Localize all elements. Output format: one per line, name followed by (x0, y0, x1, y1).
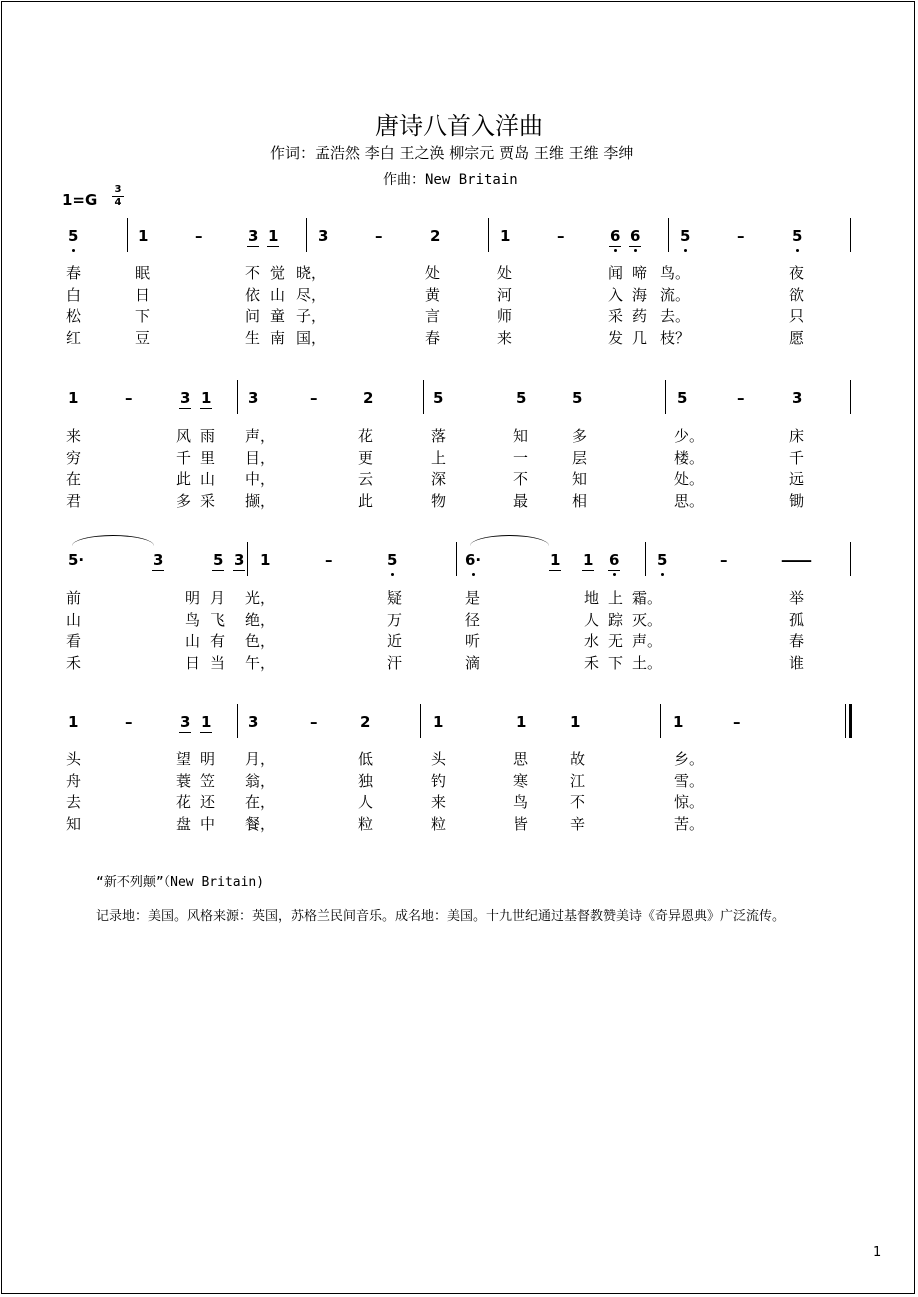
lyric-syllable: 飞 (210, 610, 226, 629)
note: 3 (318, 227, 329, 245)
dash-sustain: – (375, 227, 383, 245)
lyric-syllable: 此 (176, 470, 192, 488)
lyric-syllable: 南 (270, 328, 286, 347)
lyric-syllable: 穷 (66, 448, 82, 467)
lyric-syllable: 流。 (660, 285, 691, 304)
lyric-syllable: 乡。 (674, 750, 705, 768)
lyric-syllable: 落 (431, 427, 447, 445)
lyric-syllable: 只 (789, 307, 805, 325)
lyric-syllable: 处 (425, 264, 441, 282)
low-octave-dot (613, 573, 616, 576)
lyric-syllable: 层 (572, 448, 588, 467)
note: 3 (248, 713, 259, 731)
lyric-syllable: 黄 (425, 285, 441, 304)
lyric-syllable: 来 (431, 793, 447, 811)
lyric-syllable: 色， (245, 632, 276, 650)
lyric-syllable: 处 (497, 264, 513, 282)
lyric-syllable: 采 (608, 307, 624, 325)
lyric-syllable: 下 (135, 307, 151, 325)
note: 1 (138, 227, 149, 245)
eighth-underline (152, 570, 164, 571)
lyric-syllable: 人 (358, 793, 374, 811)
lyric-syllable: 一 (513, 448, 529, 467)
note: 3 (153, 551, 164, 569)
lyric-syllable: 海 (632, 285, 648, 304)
note: 3 (248, 389, 259, 407)
barline (423, 380, 424, 414)
lyric-syllable: 惊。 (674, 793, 705, 811)
lyric-syllable: 师 (497, 307, 513, 325)
lyric-syllable: 不 (245, 264, 261, 282)
low-octave-dot (72, 249, 75, 252)
eighth-underline (267, 246, 279, 247)
note: 1 (68, 713, 79, 731)
barline (420, 704, 421, 738)
meter-bottom: 4 (114, 197, 122, 208)
lyric-syllable: 白 (66, 285, 82, 304)
lyric-syllable: 豆 (135, 328, 151, 347)
lyric-syllable: 舟 (66, 771, 82, 790)
lyric-syllable: 松 (66, 307, 82, 325)
lyric-syllable: 辛 (570, 814, 586, 833)
note: 1 (201, 389, 212, 407)
note: 5 (572, 389, 583, 407)
note: 5· (68, 551, 85, 569)
lyric-syllable: 水 (584, 632, 600, 650)
eighth-underline (609, 246, 621, 247)
eighth-underline (582, 570, 594, 571)
song-source: “新不列颠”（New Britain) (96, 875, 265, 890)
lyric-syllable: 土。 (632, 653, 663, 672)
lyric-syllable: 雪。 (674, 771, 705, 790)
lyric-syllable: 还 (200, 793, 216, 811)
dash-sustain: – (325, 551, 333, 569)
lyric-syllable: 在 (66, 470, 82, 488)
lyric-syllable: 光， (245, 589, 276, 607)
eighth-underline (629, 246, 641, 247)
lyric-syllable: 看 (66, 632, 82, 650)
lyric-syllable: 中 (200, 814, 216, 833)
lyric-syllable: 禾 (584, 653, 600, 672)
note: 5 (792, 227, 802, 245)
barline (237, 380, 238, 414)
barline (306, 218, 307, 252)
lyric-syllable: 径 (465, 610, 481, 629)
eighth-underline (212, 570, 224, 571)
note: 5 (433, 389, 444, 407)
lyric-syllable: 夜 (789, 264, 805, 282)
note: 1 (673, 713, 684, 731)
note: 1 (260, 551, 271, 569)
dash-sustain: – (557, 227, 565, 245)
lyric-syllable: 人 (584, 610, 600, 629)
lyric-syllable: 苦。 (674, 814, 705, 833)
lyric-syllable: 粒 (358, 814, 374, 833)
lyric-syllable: 眠 (135, 264, 151, 282)
lyric-syllable: 鸟 (185, 610, 201, 629)
barline (668, 218, 669, 252)
lyric-syllable: 听 (465, 632, 481, 650)
lyric-syllable: 上 (608, 589, 624, 607)
final-barline-thin (845, 704, 846, 738)
key-signature: 1=G (62, 191, 98, 209)
lyric-syllable: 蓑 (176, 771, 192, 790)
eighth-underline (179, 408, 191, 409)
lyric-syllable: 云 (358, 470, 374, 488)
lyric-syllable: 前 (66, 589, 82, 607)
lyric-syllable: 河 (497, 285, 513, 304)
song-title: 唐诗八首入洋曲 (375, 112, 543, 140)
lyric-syllable: 望 (176, 750, 192, 768)
note: 1 (433, 713, 444, 731)
lyric-syllable: 来 (497, 328, 513, 347)
lyric-syllable: 知 (513, 427, 529, 445)
lyric-syllable: 春 (789, 632, 805, 650)
lyric-syllable: 春 (66, 264, 82, 282)
lyric-syllable: 采 (200, 491, 216, 510)
lyric-syllable: 绝， (245, 610, 276, 629)
barline (456, 542, 457, 576)
lyric-syllable: 明 (185, 589, 201, 607)
lyric-syllable: 低 (358, 750, 374, 768)
note: 5 (387, 551, 397, 569)
note: 6 (609, 551, 619, 569)
lyric-syllable: 相 (572, 491, 588, 510)
barline (850, 542, 851, 576)
lyric-syllable: 晓， (296, 264, 327, 282)
lyric-syllable: 少。 (674, 427, 705, 445)
lyric-syllable: 无 (608, 632, 624, 650)
lyric-syllable: 粒 (431, 814, 447, 833)
lyric-syllable: 多 (176, 491, 192, 510)
lyric-syllable: 花 (358, 427, 374, 445)
lyric-syllable: 地 (584, 589, 600, 607)
lyric-syllable: 谁 (789, 653, 805, 672)
lyric-syllable: 锄 (789, 491, 805, 510)
lyric-syllable: 下 (608, 653, 624, 672)
page-number: 1 (873, 1245, 882, 1260)
barline (237, 704, 238, 738)
lyric-syllable: 药 (632, 307, 648, 325)
lyric-syllable: 啼 (632, 264, 648, 282)
lyric-syllable: 鸟 (513, 793, 529, 811)
barline (247, 542, 248, 576)
lyric-syllable: 江 (570, 771, 586, 790)
lyric-syllable: 楼。 (674, 448, 705, 467)
note: 2 (430, 227, 441, 245)
note: 3 (180, 713, 191, 731)
low-octave-dot (472, 573, 475, 576)
lyric-syllable: 寒 (513, 771, 529, 790)
lyric-syllable: 红 (66, 328, 82, 347)
note: 5 (680, 227, 690, 245)
lyric-syllable: 多 (572, 427, 588, 445)
dash-sustain: – (737, 389, 745, 407)
lyric-syllable: 钓 (431, 771, 447, 790)
lyric-syllable: 问 (245, 307, 261, 325)
lyric-syllable: 头 (431, 750, 447, 768)
meter-top: 3 (114, 184, 122, 195)
lyric-syllable: 去。 (660, 307, 691, 325)
lyric-syllable: 风 (176, 427, 192, 445)
lyric-syllable: 鸟。 (660, 264, 691, 282)
note: 5 (68, 227, 78, 245)
note: 1 (268, 227, 279, 245)
lyric-syllable: 山 (185, 632, 201, 650)
barline (850, 218, 851, 252)
note: 5 (516, 389, 527, 407)
lyric-syllable: 山 (200, 470, 216, 488)
note: 1 (550, 551, 561, 569)
dash-sustain: – (310, 389, 318, 407)
eighth-underline (200, 408, 212, 409)
low-octave-dot (614, 249, 617, 252)
lyric-syllable: 千 (176, 448, 192, 467)
low-octave-dot (391, 573, 394, 576)
dash-sustain: – (737, 227, 745, 245)
lyric-syllable: 花 (176, 793, 192, 811)
lyric-syllable: 月， (245, 750, 276, 768)
lyric-syllable: 不 (570, 793, 586, 811)
lyric-syllable: 近 (387, 632, 403, 650)
eighth-underline (608, 570, 620, 571)
lyric-syllable: 日 (135, 285, 151, 304)
lyric-syllable: 国， (296, 328, 327, 347)
lyric-syllable: 日 (185, 653, 201, 672)
dash-sustain: – (720, 551, 728, 569)
dash-sustain: — (780, 551, 813, 569)
lyric-syllable: 独 (358, 771, 374, 790)
page-frame (1, 1, 915, 1294)
lyric-syllable: 山 (270, 285, 286, 304)
lyric-syllable: 万 (387, 610, 403, 629)
note: 6 (630, 227, 640, 245)
lyric-syllable: 子， (296, 307, 327, 325)
lyric-syllable: 山 (66, 610, 82, 629)
lyric-syllable: 餐， (245, 814, 276, 833)
time-signature (112, 185, 124, 208)
barline (127, 218, 128, 252)
lyric-syllable: 声。 (632, 632, 663, 650)
lyric-syllable: 生 (245, 328, 261, 347)
note: 5 (213, 551, 224, 569)
lyric-syllable: 床 (789, 427, 805, 445)
lyric-syllable: 霜。 (632, 589, 663, 607)
lyric-syllable: 目， (245, 448, 276, 467)
dash-sustain: – (310, 713, 318, 731)
eighth-underline (179, 732, 191, 733)
lyric-syllable: 思。 (674, 491, 705, 510)
lyric-syllable: 更 (358, 448, 374, 467)
eighth-underline (200, 732, 212, 733)
lyric-syllable: 闻 (608, 264, 624, 282)
lyric-syllable: 故 (570, 750, 586, 768)
lyric-syllable: 翁， (245, 771, 276, 790)
lyric-syllable: 去 (66, 793, 82, 811)
barline (645, 542, 646, 576)
lyric-syllable: 言 (425, 307, 441, 325)
final-barline-thick (849, 704, 852, 738)
note: 1 (68, 389, 79, 407)
note: 6 (610, 227, 620, 245)
lyric-syllable: 声， (245, 427, 276, 445)
composer-credit: 作曲：New Britain (383, 172, 518, 188)
lyric-syllable: 踪 (608, 610, 624, 629)
eighth-underline (247, 246, 259, 247)
lyric-syllable: 举 (789, 589, 805, 607)
lyric-syllable: 笠 (200, 771, 216, 790)
low-octave-dot (684, 249, 687, 252)
lyric-syllable: 汗 (387, 653, 403, 672)
eighth-underline (549, 570, 561, 571)
lyric-syllable: 君 (66, 491, 82, 510)
note: 1 (516, 713, 527, 731)
barline (488, 218, 489, 252)
note: 1 (500, 227, 511, 245)
lyric-syllable: 依 (245, 285, 261, 304)
lyric-syllable: 当 (210, 653, 226, 672)
lyric-syllable: 千 (789, 448, 805, 467)
lyric-syllable: 欲 (789, 285, 805, 304)
lyric-syllable: 头 (66, 750, 82, 768)
dash-sustain: – (125, 389, 133, 407)
barline (665, 380, 666, 414)
lyric-syllable: 几 (632, 328, 648, 347)
note: 1 (570, 713, 581, 731)
lyric-syllable: 撷， (245, 491, 276, 510)
lyric-syllable: 愿 (789, 328, 805, 347)
lyric-syllable: 最 (513, 491, 529, 510)
note: 3 (234, 551, 245, 569)
lyric-syllable: 知 (572, 470, 588, 488)
note: 3 (180, 389, 191, 407)
lyric-syllable: 中， (245, 470, 276, 488)
note: 1 (583, 551, 594, 569)
lyric-syllable: 枝？ (660, 328, 691, 347)
lyric-syllable: 思 (513, 750, 529, 768)
note: 3 (248, 227, 259, 245)
lyric-syllable: 里 (200, 448, 216, 467)
note: 5 (657, 551, 667, 569)
lyricist-credit: 作词：孟浩然 李白 王之涣 柳宗元 贾岛 王维 王维 李绅 (270, 144, 634, 162)
note: 2 (363, 389, 374, 407)
dash-sustain: – (195, 227, 203, 245)
lyric-syllable: 灭。 (632, 610, 663, 629)
lyric-syllable: 滴 (465, 653, 481, 672)
lyric-syllable: 上 (431, 448, 447, 467)
lyric-syllable: 雨 (200, 427, 216, 445)
note: 3 (792, 389, 803, 407)
dash-sustain: – (125, 713, 133, 731)
note: 2 (360, 713, 371, 731)
note: 1 (201, 713, 212, 731)
lyric-syllable: 禾 (66, 653, 82, 672)
dash-sustain: – (733, 713, 741, 731)
lyric-syllable: 有 (210, 632, 226, 650)
barline (850, 380, 851, 414)
lyric-syllable: 觉 (270, 264, 286, 282)
lyric-syllable: 尽， (296, 285, 327, 304)
lyric-syllable: 午， (245, 653, 276, 672)
eighth-underline (233, 570, 245, 571)
lyric-syllable: 入 (608, 285, 624, 304)
low-octave-dot (634, 249, 637, 252)
lyric-syllable: 盘 (176, 814, 192, 833)
lyric-syllable: 此 (358, 491, 374, 510)
lyric-syllable: 远 (789, 470, 805, 488)
lyric-syllable: 明 (200, 750, 216, 768)
lyric-syllable: 处。 (674, 470, 705, 488)
lyric-syllable: 是 (465, 589, 481, 607)
lyric-syllable: 在， (245, 793, 276, 811)
lyric-syllable: 物 (431, 491, 447, 510)
lyric-syllable: 深 (431, 470, 447, 488)
note: 6· (465, 551, 481, 569)
lyric-syllable: 月 (210, 589, 226, 607)
lyric-syllable: 皆 (513, 814, 529, 833)
song-info: 记录地：美国。风格来源：英国，苏格兰民间音乐。成名地：美国。十九世纪通过基督教赞美诗《奇异恩典》广泛流传。 (96, 909, 786, 924)
lyric-syllable: 疑 (387, 589, 403, 607)
lyric-syllable: 春 (425, 328, 441, 347)
lyric-syllable: 不 (513, 470, 529, 488)
lyric-syllable: 童 (270, 307, 286, 325)
note: 5 (677, 389, 688, 407)
lyric-syllable: 孤 (789, 610, 805, 629)
lyric-syllable: 发 (608, 328, 624, 347)
lyric-syllable: 来 (66, 427, 82, 445)
barline (660, 704, 661, 738)
low-octave-dot (661, 573, 664, 576)
lyric-syllable: 知 (66, 814, 82, 833)
low-octave-dot (796, 249, 799, 252)
